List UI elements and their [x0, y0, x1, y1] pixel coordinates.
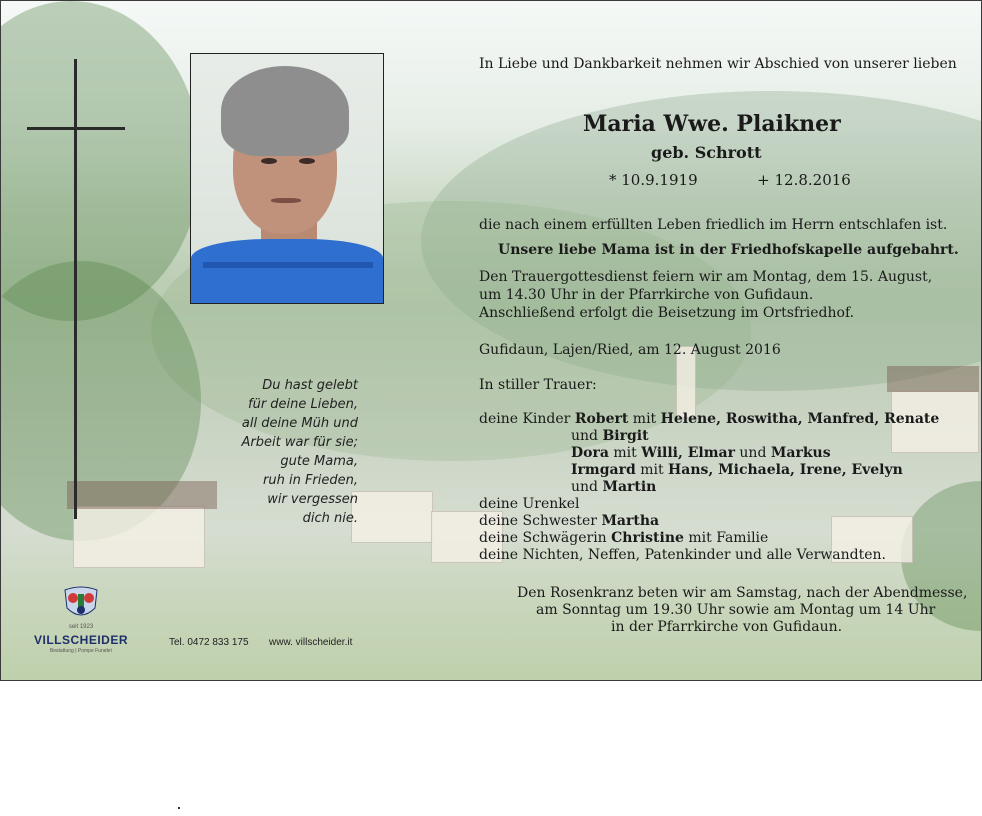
background-roof [887, 366, 979, 392]
passed-text: die nach einem erfüllten Leben friedlich im Herrn entschlafen ist. [479, 217, 948, 233]
coat-of-arms-icon [59, 586, 103, 622]
family-line: deine Nichten, Neffen, Patenkinder und alle Verwandten. [479, 547, 886, 563]
family-line [571, 479, 656, 495]
family-line [571, 445, 831, 461]
family-name: Birgit [602, 428, 649, 444]
portrait-eye [261, 158, 277, 164]
footer-website[interactable]: www. villscheider.it [269, 637, 353, 648]
logo-established: seit 1923 [68, 624, 94, 630]
family-name: Martha [601, 513, 660, 529]
place-date: Gufidaun, Lajen/Ried, am 12. August 2016 [479, 342, 781, 358]
family-text: mit [635, 462, 669, 478]
rosary-line: am Sonntag um 19.30 Uhr sowie am Montag um 14 Uhr [536, 602, 936, 618]
family-line [571, 428, 649, 444]
service-line: Anschließend erfolgt die Beisetzung im Ortsfriedhof. [479, 305, 855, 321]
mourning-heading: In stiller Trauer: [479, 377, 597, 393]
poem-line: ruh in Frieden, [263, 473, 358, 488]
stray-mark [178, 807, 180, 809]
portrait-shirt-stripe [203, 262, 373, 268]
family-text: mit Familie [683, 530, 769, 546]
poem-line: gute Mama, [280, 454, 358, 469]
background-building [73, 506, 205, 568]
family-text: deine Schwägerin [479, 530, 612, 546]
portrait-shirt [191, 239, 383, 303]
family-line [479, 530, 768, 546]
family-line [479, 513, 659, 529]
deceased-name: Maria Wwe. Plaikner [583, 111, 841, 137]
logo-subtitle: Bestattung | Pompe Funebri [49, 648, 113, 654]
background-building [351, 491, 433, 543]
poem [198, 376, 358, 528]
poem-line: dich nie. [302, 511, 358, 526]
background-roof [67, 481, 217, 509]
poem-line: wir vergessen [267, 492, 358, 507]
family-name: Markus [770, 445, 831, 461]
footer-phone: Tel. 0472 833 175 [169, 637, 249, 648]
poem-line: all deine Müh und [241, 416, 358, 431]
birth-date: * 10.9.1919 [609, 171, 698, 189]
family-text: und [734, 445, 771, 461]
family-name: Dora [571, 445, 609, 461]
rosary-line: in der Pfarrkirche von Gufidaun. [611, 619, 843, 635]
service-line: um 14.30 Uhr in der Pfarrkirche von Gufidaun. [479, 287, 814, 303]
poem-line: für deine Lieben, [248, 397, 358, 412]
life-dates [609, 171, 851, 189]
family-name: Martin [602, 479, 657, 495]
service-line: Den Trauergottesdienst feiern wir am Montag, dem 15. August, [479, 269, 933, 285]
portrait-eye [299, 158, 315, 164]
cross-icon-bar [27, 127, 125, 130]
rosary-line: Den Rosenkranz beten wir am Samstag, nach der Abendmesse, [517, 585, 968, 601]
portrait-mouth [271, 198, 301, 203]
family-name: Irmgard [571, 462, 636, 478]
family-text: mit [608, 445, 642, 461]
family-name: Robert [574, 411, 629, 427]
family-children-line [479, 411, 939, 427]
family-text: und [571, 428, 603, 444]
intro-text: In Liebe und Dankbarkeit nehmen wir Abschied von unserer lieben [479, 56, 957, 72]
family-name: Willi, Elmar [641, 445, 735, 461]
family-line [571, 462, 903, 478]
death-date: + 12.8.2016 [757, 171, 851, 189]
family-line: deine Urenkel [479, 496, 580, 512]
family-text: deine Kinder [479, 411, 575, 427]
portrait-hair [221, 66, 349, 156]
family-name: Hans, Michaela, Irene, Evelyn [668, 462, 903, 478]
family-text: deine Schwester [479, 513, 602, 529]
poem-line: Du hast gelebt [262, 378, 358, 393]
portrait-photo [190, 53, 384, 304]
laid-out-text: Unsere liebe Mama ist in der Friedhofskapelle aufgebahrt. [498, 242, 959, 258]
born-name: geb. Schrott [651, 143, 762, 162]
family-name: Helene, Roswitha, Manfred, Renate [660, 411, 940, 427]
family-text: und [571, 479, 603, 495]
family-name: Christine [611, 530, 684, 546]
villscheider-logo [31, 586, 131, 656]
family-text: mit [628, 411, 661, 427]
logo-name: VILLSCHEIDER [33, 633, 128, 647]
poem-line: Arbeit war für sie; [241, 435, 358, 450]
